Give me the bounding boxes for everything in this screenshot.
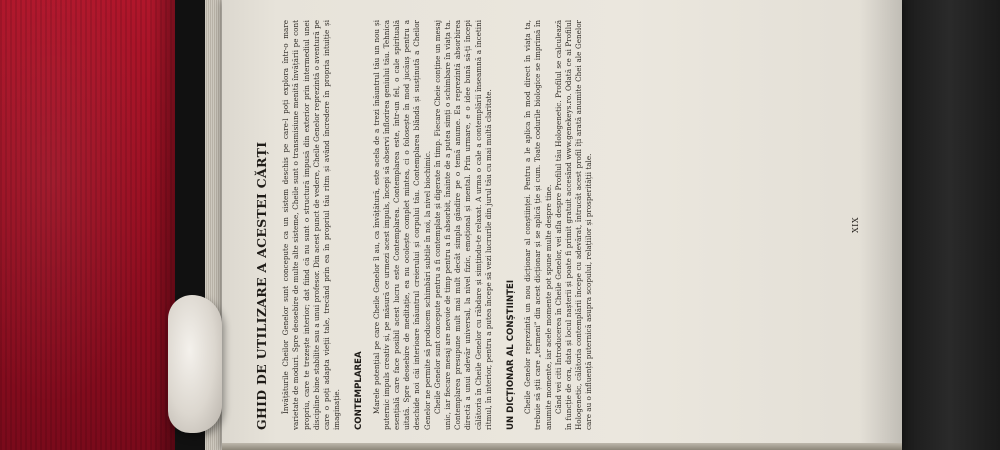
section-heading-contemplarea: CONTEMPLAREA [354,351,365,430]
red-cloth-background [0,0,175,450]
section-heading-dictionar: UN DICȚIONAR AL CONȘTIINȚEI [506,279,517,430]
contemplarea-paragraph-1: Marele potențial pe care Cheile Genelor îl au, ca învățătură, este acela de a trezi înăuntrul tău un nou și puternic impuls creativ și, pe măsură ce urmezi acest impuls, începi să observi înflorirea geniului tău. Tehnica esențială care face posibil acest lucru este Contemplarea. Contemplarea este, într-un fel, o cale spirituală uitată. Spre deosebire de meditație, ea nu ocolește complet mintea, ci o folosește în mod jucăuș pentru a deschide noi căi interioare înăuntrul creierului și corpului tău. Contemplarea blândă și susținută a Cheilor Genelor ne permite să producem schimbări subtile în noi, la nivel biochimic. [371,20,432,430]
page-number: XIX [850,216,860,234]
dictionar-paragraph-2: Când vei citi Introducerea în Cheile Genelor, vei afla despre Profilul tău Hologenetic. Profilul se calculează în funcție de ora, data și locul nașterii și poate fi primit gratuit accesând www.genekeys.ro. Odată ce ai Profilul Hologenetic, călătoria contemplării începe cu adevărat, întrucât acest profil îți arată anumite Chei ale Genelor care au o influență puternică asupra scopului, relațiilor și prosperității tale. [553,20,594,430]
page-title: GHID DE UTILIZARE A ACESTEI CĂRȚI [254,141,269,430]
page-text-block [254,20,867,430]
page-clip [168,295,222,433]
intro-paragraph: Învățăturile Cheilor Genelor sunt concepute ca un sistem deschis pe care-l poți explora într-o mare varietate de moduri. Spre deosebire de multe alte sisteme, Cheile sunt o transmisiune menită învățării pe cont propriu, care te trezește interior; dat fiind că nu sunt o structură impusă din exterior prin intermediul unei discipline bine stabilite sau a unui profesor. Din acest punct de vedere, Cheile Genelor reprezintă o aventură pe care o poți adapta vieții tale, trecând prin ea în propriul tău ritm și având încredere în propria intuiție și imaginație. [281,20,342,430]
right-dark-area [900,0,1000,450]
dictionar-paragraph-1: Cheile Genelor reprezintă un nou dicționar al conștiinței. Pentru a le aplica în mod direct în viața ta, trebuie să știi care „termeni” din acest dicționar și se aplică ție și cum. Toate codurile biologice se imprimă în anumite momente, iar acele momente pot spune multe despre tine. [523,20,553,430]
contemplarea-paragraph-2: Cheile Genelor sunt concepute pentru a fi contemplate și digerate în timp. Fiecare Cheie conține un mesaj unic, iar fiecare mesaj are nevoie de timp pentru a fi absorbit, înainte de a putea simți o schimbare în viața ta. Contemplarea presupune mult mai mult decât simpla gândire pe o temă anume. Ea reprezintă absorbirea directă a unui adevăr universal, la nivel fizic, emoțional și mental. Prin urmare, e o idee bună să-ți începi călătoria în Cheile Genelor cu răbdare și simțindu-te relaxat. A urma o cale a contemplării înseamnă a încetini ritmul, în interior, pentru a putea începe să vezi lucrurile din jurul tău cu mai multă claritate. [432,20,493,430]
book-fold [222,443,902,450]
